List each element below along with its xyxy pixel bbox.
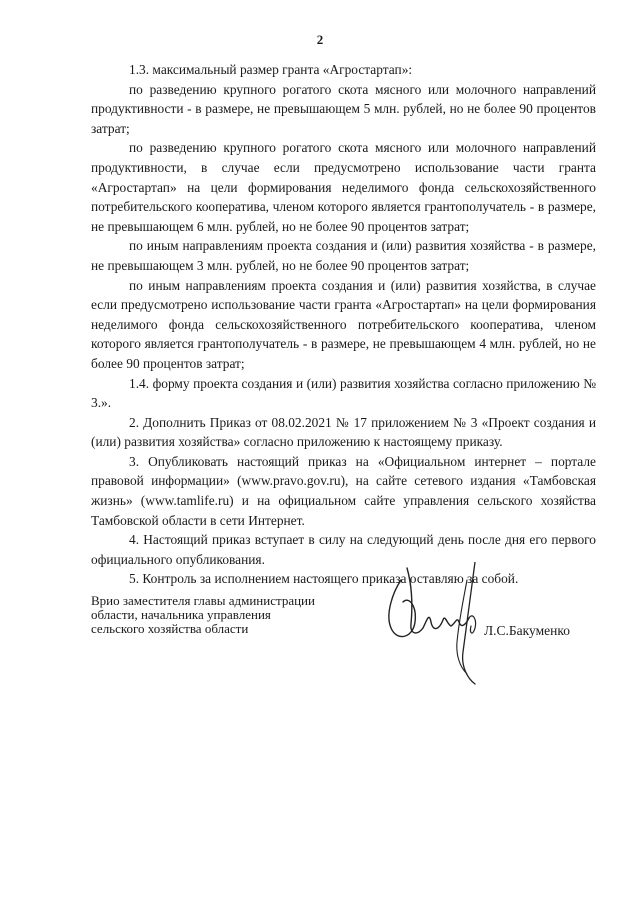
paragraph-1-4: 1.4. форму проекта создания и (или) развития хозяйства согласно приложению № 3.». <box>91 375 596 411</box>
paragraph-1-3: 1.3. максимальный размер гранта «Агростартап»: <box>129 62 413 77</box>
paragraph-2: 2. Дополнить Приказ от 08.02.2021 № 17 приложением № 3 «Проект создания и (или) развития хозяйства» согласно приложению к настоящему приказу. <box>91 414 596 450</box>
paragraph-4: 4. Настоящий приказ вступает в силу на следующий день после дня его первого официального опубликования. <box>91 532 596 567</box>
paragraph-cattle-5mln: по разведению крупного рогатого скота мясного или молочного направлений продуктивности - в размере, не превышающем 5 млн. рублей, но не более 90 процентов затрат; <box>91 81 596 136</box>
page-number: 2 <box>316 32 324 47</box>
document-body <box>91 60 596 589</box>
paragraph-other-4mln: по иным направлениям проекта создания и (или) развития хозяйства, в случае если предусмотрено использование части гранта «Агростартап» на цели формирования неделимого фонда сельскохозяйственного потребительского кооператива, членом которого является грантополучатель - в размере, не превышающем 4 млн. рублей, но не более 90 процентов затрат; <box>91 277 596 371</box>
paragraph-3: 3. Опубликовать настоящий приказ на «Официальном интернет – портале правовой информации» (www.pravo.gov.ru), на сайте сетевого издания «Тамбовская жизнь» (www.tamlife.ru) и на официальном сайте управления сельского хозяйства Тамбовской области в сети Интернет. <box>91 453 596 528</box>
paragraph-other-3mln: по иным направлениям проекта создания и (или) развития хозяйства - в размере, не превышающем 3 млн. рублей, но не более 90 процентов затрат; <box>91 238 596 273</box>
signature-block <box>91 590 596 690</box>
signer-title: Врио заместителя главы администрации области, начальника управления сельского хозяйства области <box>91 593 315 636</box>
signer-name: Л.С.Бакуменко <box>484 623 570 638</box>
paragraph-cattle-6mln: по разведению крупного рогатого скота мясного или молочного направлений продуктивности, в случае если предусмотрено использование части гранта «Агростартап» на цели формирования неделимого фонда сельскохозяйственного потребительского кооператива, членом которого является грантополучатель - в размере, не превышающем 6 млн. рублей, но не более 90 процентов затрат; <box>91 140 596 234</box>
paragraph-5: 5. Контроль за исполнением настоящего приказа оставляю за собой. <box>129 571 519 587</box>
